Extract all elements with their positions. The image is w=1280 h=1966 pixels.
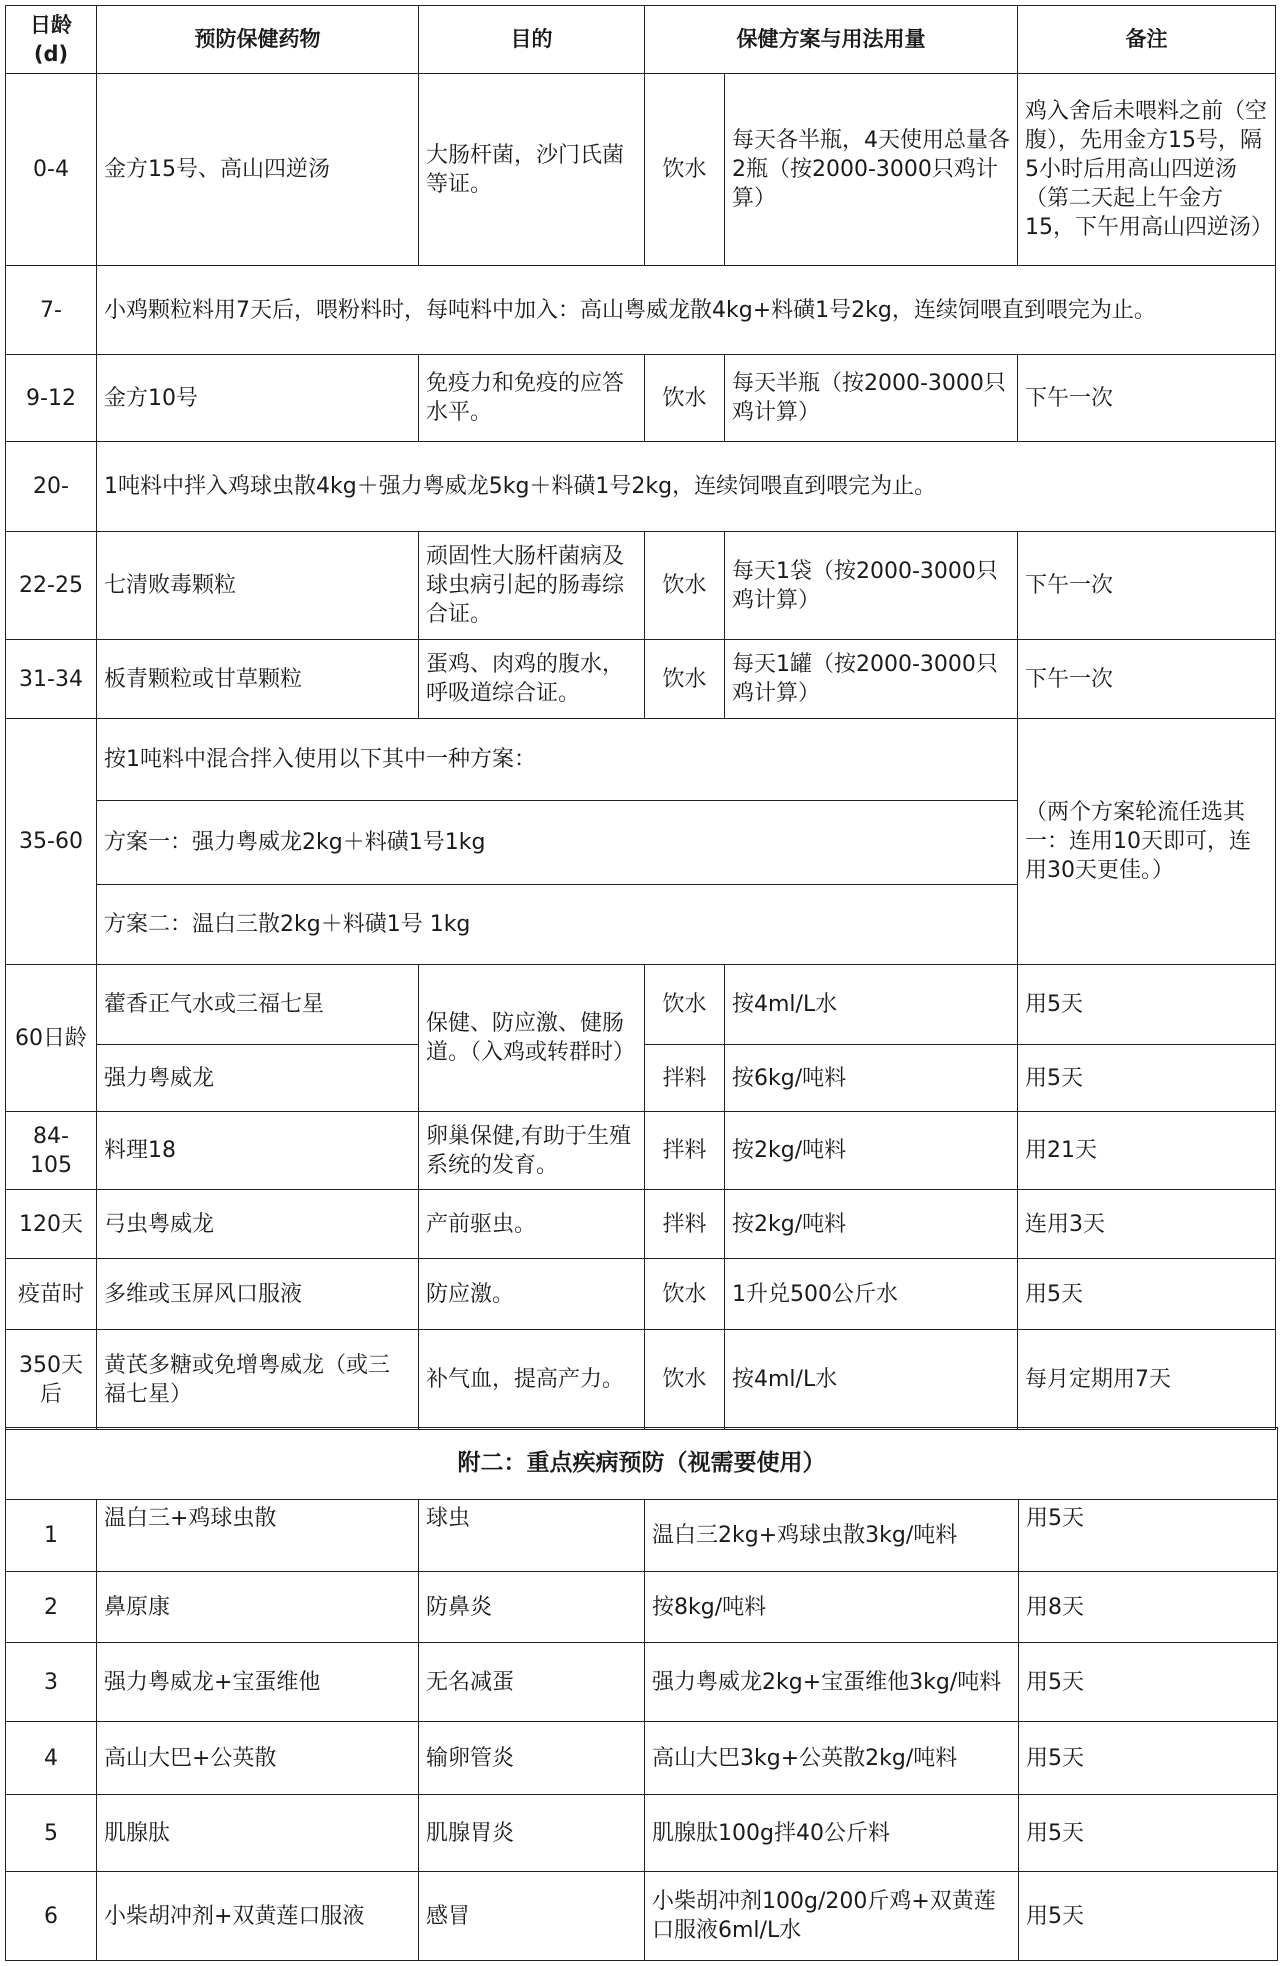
age-cell: 84-105 (6, 1112, 97, 1190)
table-row (6, 1259, 1276, 1330)
method-cell: 饮水 (645, 1259, 725, 1330)
table-row (6, 1643, 1278, 1722)
purpose-cell: 补气血，提高产力。 (419, 1330, 645, 1430)
prevention-schedule-table (5, 5, 1276, 1430)
note-cell: 用5天 (1018, 965, 1276, 1045)
note-cell: 下午一次 (1018, 355, 1276, 442)
age-cell: 22-25 (6, 532, 97, 640)
age-cell: 31-34 (6, 640, 97, 719)
note-cell: 用5天 (1019, 1500, 1278, 1572)
drug-cell: 鼻原康 (97, 1572, 419, 1643)
plan-two-cell: 方案二：温白三散2kg＋料磺1号 1kg (97, 885, 1018, 965)
dosage-cell: 每天1袋（按2000-3000只鸡计算） (725, 532, 1018, 640)
method-cell: 拌料 (645, 1045, 725, 1112)
dosage-cell: 每天半瓶（按2000-3000只鸡计算） (725, 355, 1018, 442)
dosage-cell: 按4ml/L水 (725, 1330, 1018, 1430)
table-row (6, 1190, 1276, 1259)
table-row (6, 532, 1276, 640)
disease-cell: 无名减蛋 (419, 1643, 645, 1722)
purpose-cell: 卵巢保健,有助于生殖系统的发育。 (419, 1112, 645, 1190)
age-cell: 350天后 (6, 1330, 97, 1430)
note-cell: 下午一次 (1018, 640, 1276, 719)
age-cell: 7- (6, 266, 97, 355)
dosage-cell: 按2kg/吨料 (725, 1112, 1018, 1190)
method-cell: 饮水 (645, 640, 725, 719)
table-title: 附二：重点疾病预防（视需要使用） (6, 1428, 1278, 1500)
usage-cell: 温白三2kg+鸡球虫散3kg/吨料 (645, 1500, 1019, 1572)
dosage-cell: 1升兑500公斤水 (725, 1259, 1018, 1330)
note-cell: 用5天 (1018, 1259, 1276, 1330)
table-row (6, 442, 1276, 532)
age-cell: 60日龄 (6, 965, 97, 1112)
plan-intro-cell: 按1吨料中混合拌入使用以下其中一种方案： (97, 719, 1018, 801)
purpose-cell: 顽固性大肠杆菌病及球虫病引起的肠毒综合证。 (419, 532, 645, 640)
note-cell: 连用3天 (1018, 1190, 1276, 1259)
age-cell: 9-12 (6, 355, 97, 442)
table-row (6, 1572, 1278, 1643)
drug-cell: 强力粤威龙+宝蛋维他 (97, 1643, 419, 1722)
age-cell: 120天 (6, 1190, 97, 1259)
drug-cell: 弓虫粤威龙 (97, 1190, 419, 1259)
note-cell: 用21天 (1018, 1112, 1276, 1190)
drug-cell: 温白三+鸡球虫散 (97, 1500, 419, 1572)
header-dosage: 保健方案与用法用量 (645, 6, 1018, 74)
drug-cell: 板青颗粒或甘草颗粒 (97, 640, 419, 719)
dosage-cell: 每天各半瓶，4天使用总量各2瓶（按2000-3000只鸡计算） (725, 74, 1018, 266)
dosage-cell: 每天1罐（按2000-3000只鸡计算） (725, 640, 1018, 719)
table-row (6, 640, 1276, 719)
note-cell: 用8天 (1019, 1572, 1278, 1643)
table-row (6, 74, 1276, 266)
span-instruction-cell: 小鸡颗粒料用7天后，喂粉料时，每吨料中加入：高山粤威龙散4kg+料磺1号2kg，连续饲喂直到喂完为止。 (97, 266, 1276, 355)
header-purpose: 目的 (419, 6, 645, 74)
dosage-cell: 按4ml/L水 (725, 965, 1018, 1045)
drug-cell: 强力粤威龙 (97, 1045, 419, 1112)
method-cell: 饮水 (645, 1330, 725, 1430)
usage-cell: 肌腺肽100g拌40公斤料 (645, 1795, 1019, 1872)
method-cell: 饮水 (645, 965, 725, 1045)
purpose-cell: 保健、防应激、健肠道。（入鸡或转群时） (419, 965, 645, 1112)
row-number: 1 (6, 1500, 97, 1572)
note-cell: 用5天 (1019, 1795, 1278, 1872)
header-note: 备注 (1018, 6, 1276, 74)
method-cell: 拌料 (645, 1112, 725, 1190)
age-cell: 35-60 (6, 719, 97, 965)
table-row (6, 1872, 1278, 1961)
usage-cell: 按8kg/吨料 (645, 1572, 1019, 1643)
disease-cell: 输卵管炎 (419, 1722, 645, 1795)
purpose-cell: 蛋鸡、肉鸡的腹水，呼吸道综合证。 (419, 640, 645, 719)
table-row (6, 719, 1276, 801)
dosage-cell: 按6kg/吨料 (725, 1045, 1018, 1112)
usage-cell: 小柴胡冲剂100g/200斤鸡+双黄莲口服液6ml/L水 (645, 1872, 1019, 1961)
drug-cell: 金方10号 (97, 355, 419, 442)
age-cell: 疫苗时 (6, 1259, 97, 1330)
drug-cell: 黄芪多糖或免增粤威龙（或三福七星） (97, 1330, 419, 1430)
table-row (6, 1112, 1276, 1190)
dosage-cell: 按2kg/吨料 (725, 1190, 1018, 1259)
drug-cell: 多维或玉屏风口服液 (97, 1259, 419, 1330)
table-row (6, 965, 1276, 1045)
disease-cell: 感冒 (419, 1872, 645, 1961)
row-number: 3 (6, 1643, 97, 1722)
drug-cell: 高山大巴+公英散 (97, 1722, 419, 1795)
age-cell: 20- (6, 442, 97, 532)
purpose-cell: 免疫力和免疫的应答水平。 (419, 355, 645, 442)
note-cell: 鸡入舍后未喂料之前（空腹），先用金方15号，隔5小时后用高山四逆汤（第二天起上午金方15，下午用高山四逆汤） (1018, 74, 1276, 266)
disease-cell: 肌腺胃炎 (419, 1795, 645, 1872)
drug-cell: 金方15号、高山四逆汤 (97, 74, 419, 266)
drug-cell: 藿香正气水或三福七星 (97, 965, 419, 1045)
table-row (6, 266, 1276, 355)
note-cell: 用5天 (1019, 1643, 1278, 1722)
usage-cell: 强力粤威龙2kg+宝蛋维他3kg/吨料 (645, 1643, 1019, 1722)
row-number: 4 (6, 1722, 97, 1795)
disease-cell: 防鼻炎 (419, 1572, 645, 1643)
note-cell: 用5天 (1019, 1872, 1278, 1961)
table-row (6, 355, 1276, 442)
table-header-row (6, 6, 1276, 74)
table-row (6, 1722, 1278, 1795)
method-cell: 饮水 (645, 532, 725, 640)
row-number: 5 (6, 1795, 97, 1872)
span-instruction-cell: 1吨料中拌入鸡球虫散4kg＋强力粤威龙5kg＋料磺1号2kg，连续饲喂直到喂完为止。 (97, 442, 1276, 532)
note-cell: 每月定期用7天 (1018, 1330, 1276, 1430)
note-cell: 用5天 (1019, 1722, 1278, 1795)
method-cell: 饮水 (645, 355, 725, 442)
drug-cell: 七清败毒颗粒 (97, 532, 419, 640)
header-drug: 预防保健药物 (97, 6, 419, 74)
header-age: 日龄(d) (6, 6, 97, 74)
method-cell: 饮水 (645, 74, 725, 266)
row-number: 6 (6, 1872, 97, 1961)
disease-cell: 球虫 (419, 1500, 645, 1572)
drug-cell: 料理18 (97, 1112, 419, 1190)
purpose-cell: 防应激。 (419, 1259, 645, 1330)
table-row (6, 1330, 1276, 1430)
note-cell: （两个方案轮流任选其一：连用10天即可，连用30天更佳。） (1018, 719, 1276, 965)
drug-cell: 肌腺肽 (97, 1795, 419, 1872)
usage-cell: 高山大巴3kg+公英散2kg/吨料 (645, 1722, 1019, 1795)
method-cell: 拌料 (645, 1190, 725, 1259)
age-cell: 0-4 (6, 74, 97, 266)
table-row (6, 1500, 1278, 1572)
row-number: 2 (6, 1572, 97, 1643)
note-cell: 用5天 (1018, 1045, 1276, 1112)
drug-cell: 小柴胡冲剂+双黄莲口服液 (97, 1872, 419, 1961)
purpose-cell: 大肠杆菌，沙门氏菌等证。 (419, 74, 645, 266)
disease-prevention-table (5, 1427, 1278, 1961)
purpose-cell: 产前驱虫。 (419, 1190, 645, 1259)
plan-one-cell: 方案一：强力粤威龙2kg＋料磺1号1kg (97, 801, 1018, 885)
table-title-row (6, 1428, 1278, 1500)
note-cell: 下午一次 (1018, 532, 1276, 640)
table-row (6, 1795, 1278, 1872)
